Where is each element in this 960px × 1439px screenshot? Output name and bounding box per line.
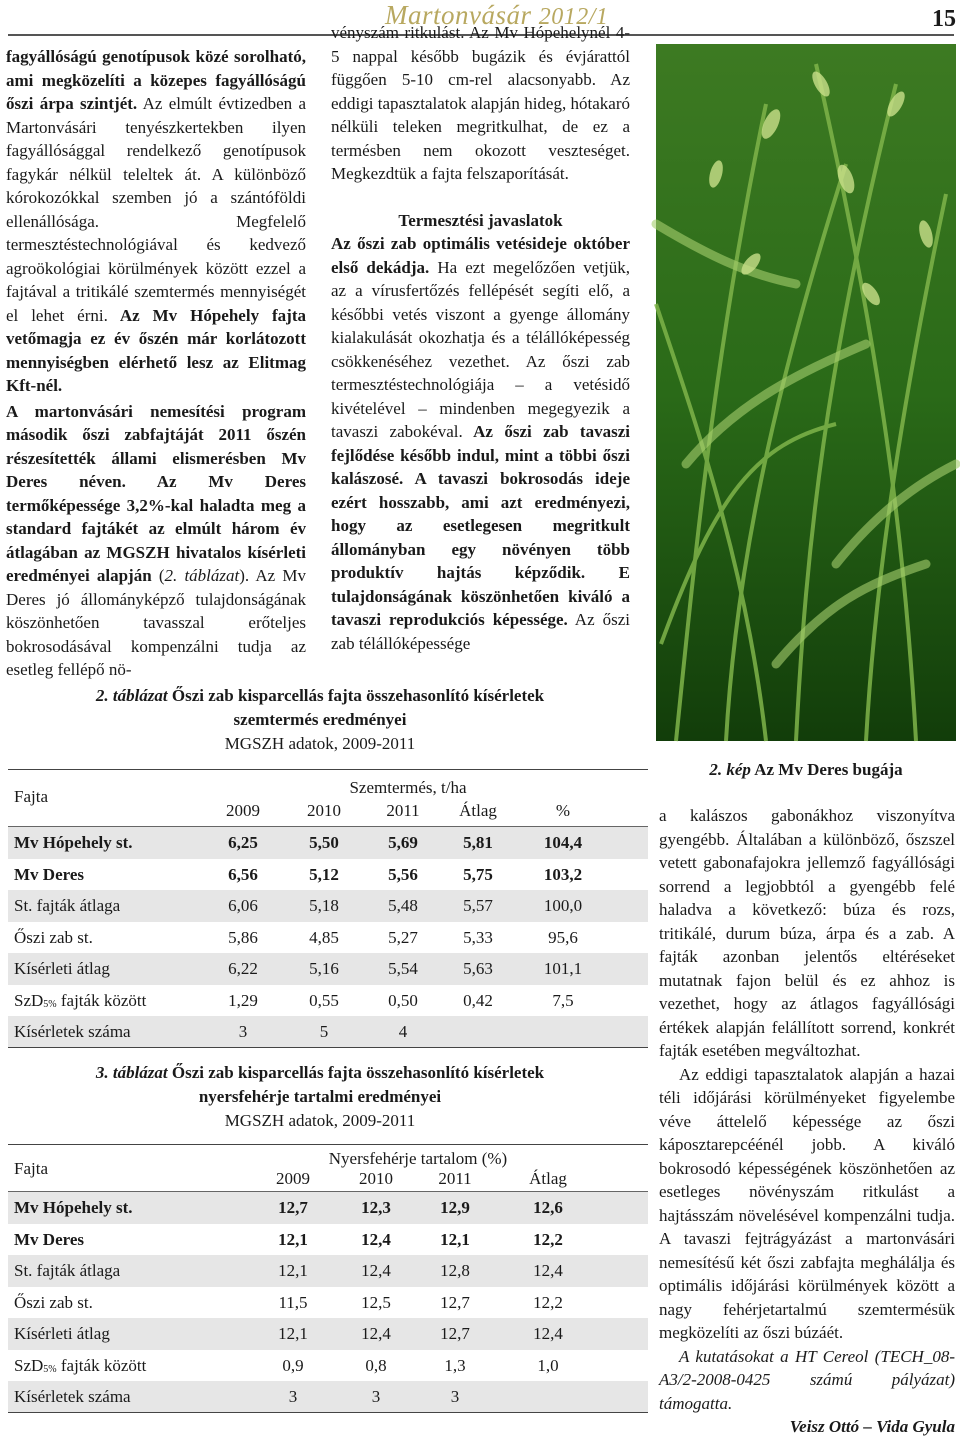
table-row: SzD5% fajták között 0,9 0,8 1,3 1,0 bbox=[14, 1355, 559, 1375]
table-2-caption: 2. táblázat Őszi zab kisparcellás fajta összehasonlító kísérletek szemtermés eredményei MGSZH adatok, 2009-2011 bbox=[95, 686, 545, 753]
table-2 bbox=[8, 769, 648, 1048]
column-header-fajta: Fajta bbox=[14, 1159, 48, 1178]
table-2-header bbox=[8, 769, 648, 827]
table-2-body bbox=[8, 827, 648, 1048]
table-row: Mv Deres 6,56 5,12 5,56 5,75 103,2 bbox=[14, 864, 583, 884]
column-3-text-2: Az eddigi tapasztalatok alapján a hazai téli időjárási körülményeket figyelembe véve áttelelő képessége az őszi káposztarepcéénél jobb. A kiváló bokrosodó képességének köszönhetően az esetleges növényszám ritkulást a hajtásszám növelésével kompenzálni tudja. A tavaszi fejtrágyázást a martonvásári nemesítésű két őszi zabfajta meghálálja és optimális időjárási körülmények között a nagy fehérjetartalmú szemtermésük megközelíti az őszi búzáét. bbox=[659, 1064, 955, 1342]
article-column-3 bbox=[659, 804, 955, 1439]
column-2-text-2: Az őszi zab optimális vetésideje október első dekádja. Ha ezt megelőzően vetjük, az a vírusfertőzés fellépését segíti elő, a későbbi vetés viszont a gyenge állomány kialakulását okozhatja és a télállóképesség csökkenéséhez vezethet. Az őszi zab termesztéstechnológiája – a vetésidő kivételével – mindenben megegyezik a tavaszi zabokéval. Az őszi zab tavaszi fejlődése később indul, mint a többi őszi kalászosé. A tavaszi bokrosodás ideje ezért hosszabb, ami azt eredményezi, hogy az esetlegesen megritkult állományban egy növényen több produktív hajtás képződik. E tulajdonságának köszönhetően kiváló a tavaszi reprodukciós képessége. Az őszi zab télállóképessége bbox=[331, 234, 630, 653]
table-row: Őszi zab st. 11,5 12,5 12,7 12,2 bbox=[14, 1292, 563, 1312]
year-header: 2009 bbox=[276, 1169, 310, 1188]
table-row: SzD5% fajták között 1,29 0,55 0,50 0,42 7,5 bbox=[14, 990, 574, 1010]
percent-header: % bbox=[555, 801, 571, 820]
oat-panicle-photo bbox=[656, 44, 956, 741]
table-row: Mv Hópehely st. 12,7 12,3 12,9 12,6 bbox=[8, 1192, 648, 1224]
table-row: Őszi zab st. 5,86 4,85 5,27 5,33 95,6 bbox=[14, 927, 578, 947]
table-row: Kísérleti átlag 6,22 5,16 5,54 5,63 101,1 bbox=[8, 953, 648, 985]
page-number: 15 bbox=[932, 6, 956, 32]
photo-caption: 2. kép Az Mv Deres bugája bbox=[709, 760, 903, 779]
column-2-text: vényszám ritkulást. Az Mv Hópehelynél 4-5 nappal később bugázik és évjárattól függően 5-10 cm-rel alacsonyabb. Az eddigi tapasztalatok alapján hideg, hótakaró nélküli teleken megritkulhat, de ez a termésben nem okozott veszteséget. Megkezdtük a fajta felszaporítását. bbox=[331, 23, 630, 183]
section-heading: Termesztési javaslatok bbox=[398, 210, 563, 230]
column-header-fajta: Fajta bbox=[14, 787, 48, 806]
article-column-1 bbox=[6, 45, 306, 682]
avg-header: Átlag bbox=[529, 1169, 567, 1188]
year-header: 2010 bbox=[307, 801, 341, 820]
authors: Veisz Ottó – Vida Gyula bbox=[789, 1417, 955, 1436]
table-row: Kísérleti átlag 12,1 12,4 12,7 12,4 bbox=[8, 1318, 648, 1350]
table-row: St. fajták átlaga 6,06 5,18 5,48 5,57 100,0 bbox=[8, 890, 648, 922]
table-3-caption: 3. táblázat Őszi zab kisparcellás fajta összehasonlító kísérletek nyersfehérje tartalmi eredményei MGSZH adatok, 2009-2011 bbox=[95, 1063, 545, 1130]
table-3-header bbox=[8, 1144, 648, 1192]
table-3 bbox=[8, 1144, 648, 1413]
funding-note: A kutatásokat a HT Cereol (TECH_08-A3/2-2008-0425 számú pályázat) támogatta. bbox=[659, 1346, 955, 1413]
column-1-text: fagyállóságú genotípusok közé sorolható, ami megközelíti a közepes fagyállóságú őszi árpa szintjét. Az elmúlt évtizedben a Martonvásári tenyészkertekben ilyen fagyállósággal rendelkező genotípusok fagykár nélkül teleltek át. A különböző kórokozókkal szemben jó a szántóföldi ellenállósága. Megfelelő termesztéstechnológiával és kedvező agroökológiai körülmények között ezzel a fajtával a tritikálé szemtermés mennyiségét el lehet érni. Az Mv Hópehely fajta vetőmagja ez év őszén már korlátozott mennyiségben elérhető lesz az Elitmag Kft-nél. bbox=[6, 47, 306, 395]
year-header: 2011 bbox=[386, 801, 420, 820]
group-header: Nyersfehérje tartalom (%) bbox=[328, 1149, 508, 1168]
column-1-text-2: A martonvásári nemesítési program második őszi zabfajtáját 2011 őszén részesítették állami elismerésben Mv Deres néven. Az Mv Deres termőképessége 3,2%-kal haladta meg a standard fajtákét az elmúlt három év átlagában az MGSZH hivatalos kísérleti eredményei alapján (2. táblázat). Az Mv Deres jó állományképző tulajdonságának köszönhetően tavasszal erőteljes bokrosodásával kompenzálni tudja az esetleg fellépő nö- bbox=[6, 401, 306, 679]
table-row: Kísérletek száma 3 3 3 bbox=[8, 1381, 648, 1413]
table-3-body bbox=[8, 1192, 648, 1413]
year-header: 2011 bbox=[438, 1169, 472, 1188]
year-header: 2010 bbox=[359, 1169, 393, 1188]
avg-header: Átlag bbox=[459, 801, 497, 820]
table-row: Mv Deres 12,1 12,4 12,1 12,2 bbox=[14, 1229, 563, 1249]
column-3-text: a kalászos gabonákhoz viszonyítva gyengébb. Általában a különböző, őszszel vetett gabonafajokra jellemző fagyállósági sorrend a legjobbtól a gyengébb felé haladva a következő: búza és rozs, tritikálé, durum búza, árpa és a zab. A fajták azonban jelentős eltéréseket mutatnak fajon belül és ez ahhoz is vezethet, hogy az átlagos fagyállósági értékek alapján felállított sorrend, konkrét fajták esetében megváltozhat. bbox=[659, 806, 955, 1060]
table-row: St. fajták átlaga 12,1 12,4 12,8 12,4 bbox=[8, 1255, 648, 1287]
table-row: Kísérletek száma 3 5 4 bbox=[8, 1016, 648, 1048]
year-header: 2009 bbox=[226, 801, 260, 820]
table-row: Mv Hópehely st. 6,25 5,50 5,69 5,81 104,4 bbox=[8, 827, 648, 859]
article-column-2 bbox=[331, 21, 630, 655]
journal-title: Martonvásár 2012/1 bbox=[385, 0, 609, 30]
group-header: Szemtermés, t/ha bbox=[349, 778, 467, 797]
oat-photo-graphic bbox=[656, 44, 956, 741]
